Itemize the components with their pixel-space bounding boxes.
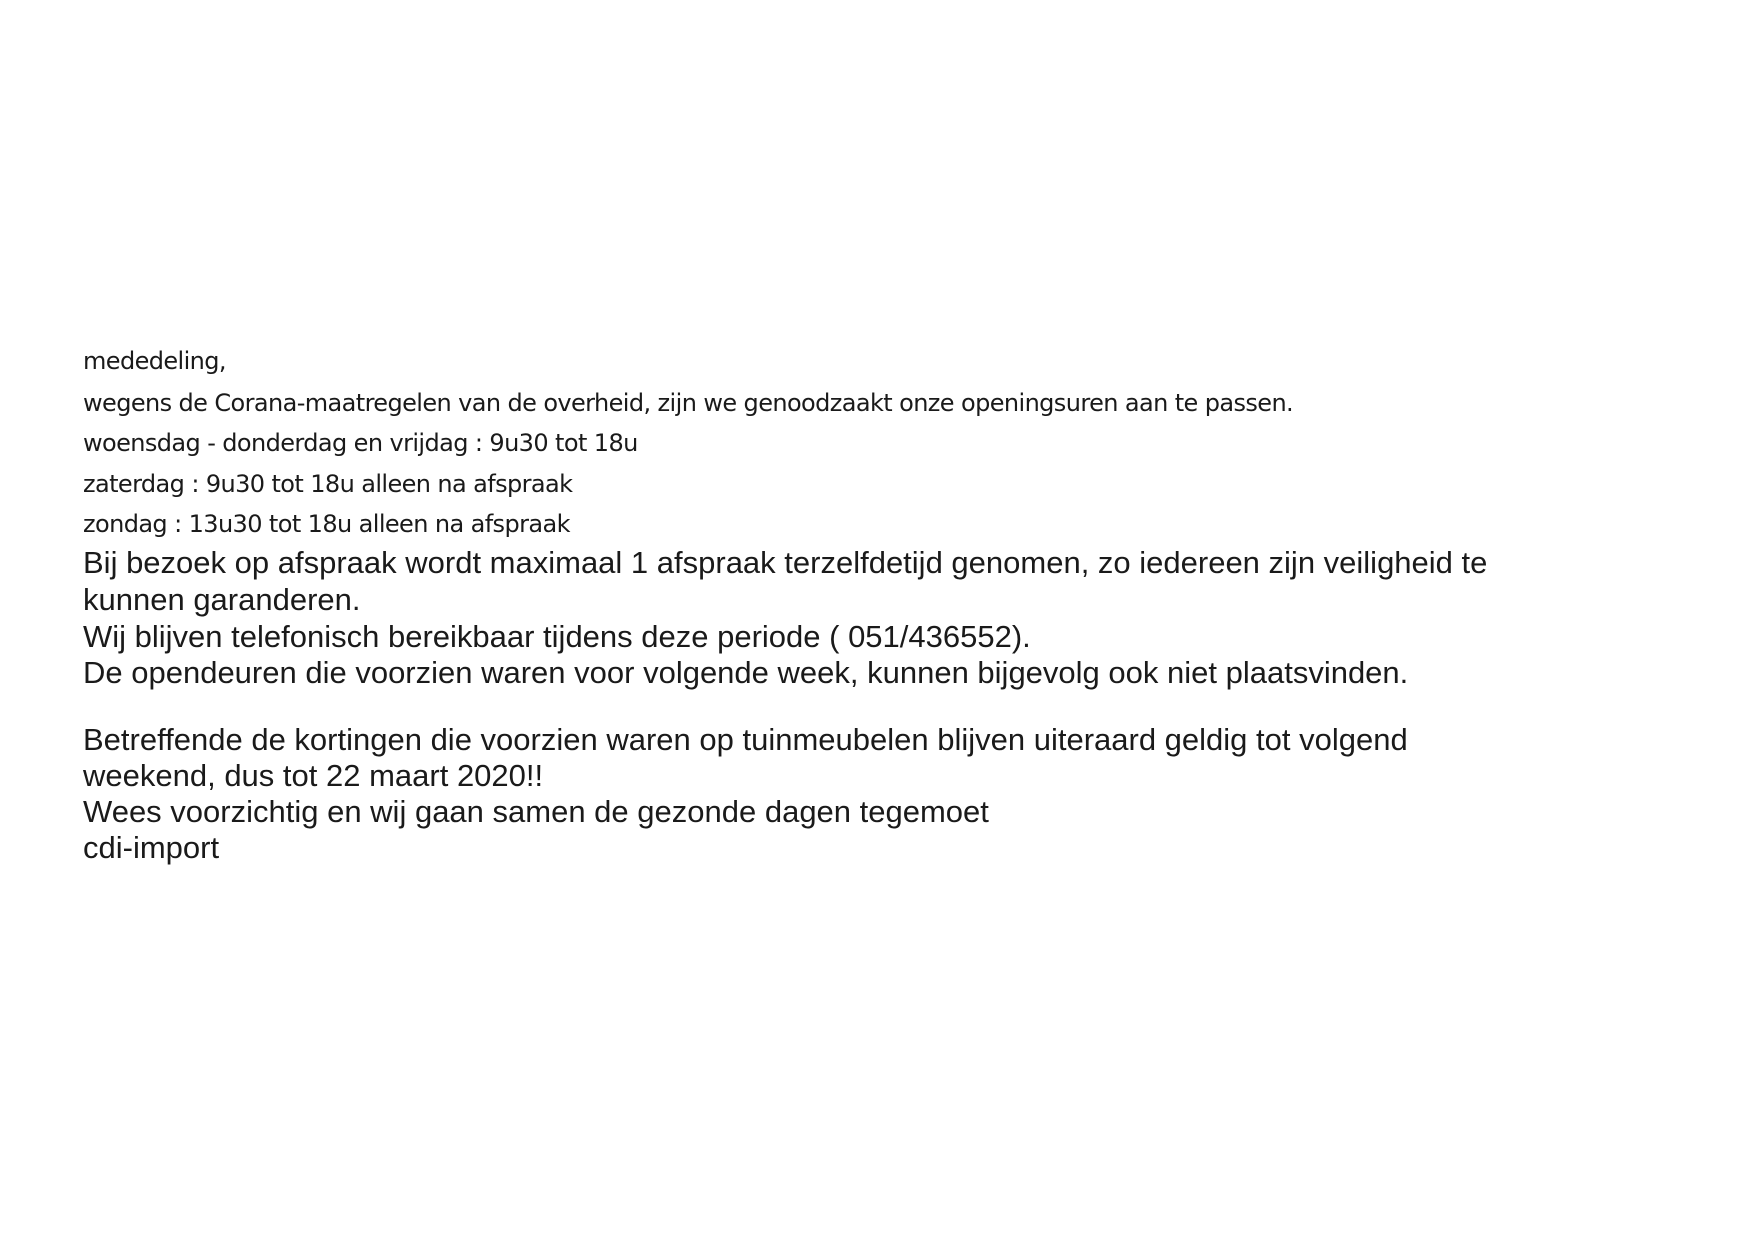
closing-text: Wees voorzichtig en wij gaan samen de gezonde dagen tegemoet <box>83 794 989 829</box>
discount-text-line-2: weekend, dus tot 22 maart 2020!! <box>83 758 544 793</box>
notice-heading: mededeling, <box>83 347 226 375</box>
discount-text-line-1: Betreffende de kortingen die voorzien waren op tuinmeubelen blijven uiteraard geldig tot volgend <box>83 722 1408 757</box>
phone-availability: Wij blijven telefonisch bereikbaar tijdens deze periode ( 051/436552). <box>83 619 1031 654</box>
signature: cdi-import <box>83 830 220 865</box>
notice-intro: wegens de Corana-maatregelen van de overheid, zijn we genoodzaakt onze openingsuren aan te passen. <box>83 389 1294 417</box>
appointment-text-line-2: kunnen garanderen. <box>83 582 361 617</box>
hours-weekdays: woensdag - donderdag en vrijdag : 9u30 tot 18u <box>83 429 638 457</box>
open-days-cancelled: De opendeuren die voorzien waren voor volgende week, kunnen bijgevolg ook niet plaatsvinden. <box>83 655 1409 690</box>
hours-sunday: zondag : 13u30 tot 18u alleen na afspraak <box>83 510 570 538</box>
hours-saturday: zaterdag : 9u30 tot 18u alleen na afspraak <box>83 470 573 498</box>
appointment-text-line-1: Bij bezoek op afspraak wordt maximaal 1 afspraak terzelfdetijd genomen, zo iedereen zijn veiligheid te <box>83 545 1488 580</box>
